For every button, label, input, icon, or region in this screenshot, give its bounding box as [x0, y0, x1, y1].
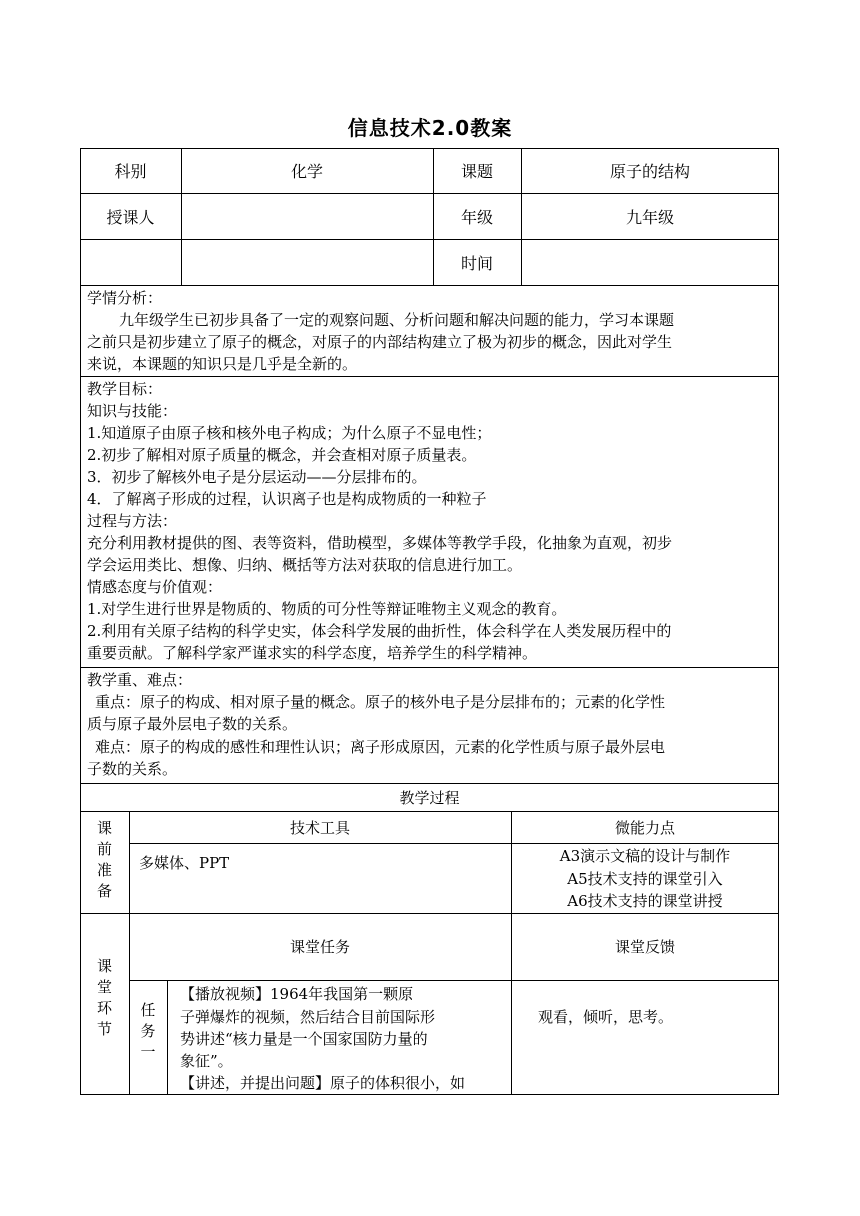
skills-header: 微能力点	[614, 818, 675, 837]
task1-label: 任务一	[138, 1001, 157, 1065]
process-heading: 教学过程	[399, 788, 460, 807]
goals-heading: 教学目标：	[87, 380, 163, 398]
row-divider	[80, 667, 779, 668]
teacher-label: 授课人	[106, 207, 155, 227]
prep-label: 课前准备	[95, 820, 113, 904]
goals-line: 学会运用类比、想像、归纳、概括等方法对获取的信息进行加工。	[87, 556, 523, 574]
keypoints-line: 难点：原子的构成的感性和理性认识；离子形成原因，元素的化学性质与原子最外层电	[95, 738, 666, 756]
page-title: 信息技术2.0教案	[347, 116, 513, 140]
analysis-line: 之前只是初步建立了原子的概念，对原子的内部结构建立了极为初步的概念，因此对学生	[87, 333, 673, 351]
topic-value: 原子的结构	[609, 162, 690, 181]
topic-label: 课题	[460, 162, 493, 181]
skill-item: A6技术支持的课堂讲授	[567, 892, 723, 910]
goals-line: 情感态度与价值观：	[87, 578, 223, 596]
goals-line: 知识与技能：	[87, 402, 178, 420]
skill-item: A5技术支持的课堂引入	[567, 870, 723, 888]
goals-line: 1.知道原子由原子核和核外电子构成；为什么原子不显电性；	[87, 424, 492, 442]
row-divider	[80, 285, 779, 286]
goals-line: 重要贡献。了解科学家严谨求实的科学态度，培养学生的科学精神。	[87, 644, 538, 662]
task1-line: 【播放视频】1964年我国第一颗原	[180, 985, 414, 1003]
goals-line: 3．初步了解核外电子是分层运动——分层排布的。	[87, 468, 427, 486]
tools-header: 技术工具	[289, 818, 350, 837]
keypoints-line: 质与原子最外层电子数的关系。	[87, 715, 298, 733]
tools-value: 多媒体、PPT	[139, 854, 230, 872]
goals-line: 充分利用教材提供的图、表等资料，借助模型，多媒体等教学手段，化抽象为直观，初步	[87, 534, 673, 552]
task1-line: 势讲述“核力量是一个国家国防力量的	[180, 1030, 428, 1048]
goals-line: 2.初步了解相对原子质量的概念，并会查相对原子质量表。	[87, 446, 477, 464]
task1-feedback: 观看，倾听，思考。	[538, 1008, 674, 1026]
goals-line: 1.对学生进行世界是物质的、物质的可分性等辩证唯物主义观念的教育。	[87, 600, 567, 618]
analysis-line: 九年级学生已初步具备了一定的观察问题、分析问题和解决问题的能力，学习本课题	[119, 311, 675, 329]
task1-line: 【讲述，并提出问题】原子的体积很小，如	[180, 1074, 466, 1092]
grade-label: 年级	[460, 207, 493, 227]
task-header: 课堂任务	[289, 938, 350, 956]
subject-value: 化学	[290, 162, 323, 181]
feedback-header: 课堂反馈	[614, 938, 675, 956]
goals-line: 2.利用有关原子结构的科学史实，体会科学发展的曲折性，体会科学在人类发展历程中的	[87, 622, 672, 640]
row-divider	[80, 376, 779, 377]
task1-line: 子弹爆炸的视频，然后结合目前国际形	[180, 1008, 436, 1026]
keypoints-heading: 教学重、难点：	[87, 671, 193, 689]
analysis-line: 来说，本课题的知识只是几乎是全新的。	[87, 355, 358, 373]
analysis-heading: 学情分析：	[87, 289, 163, 307]
time-label: 时间	[460, 253, 493, 273]
grade-value: 九年级	[625, 207, 674, 227]
task1-line: 象征”。	[180, 1052, 233, 1070]
subject-label: 科别	[114, 162, 147, 181]
row-divider	[129, 980, 779, 981]
keypoints-line: 重点：原子的构成、相对原子量的概念。原子的核外电子是分层排布的；元素的化学性	[95, 693, 666, 711]
keypoints-line: 子数的关系。	[87, 760, 178, 778]
skill-item: A3演示文稿的设计与制作	[559, 847, 731, 865]
class-label: 课堂环节	[95, 958, 113, 1042]
goals-line: 4．了解离子形成的过程，认识离子也是构成物质的一种粒子	[87, 490, 487, 508]
goals-line: 过程与方法：	[87, 512, 178, 530]
col-divider	[167, 980, 168, 1095]
teacher-value	[181, 193, 433, 239]
row-divider	[129, 843, 779, 844]
time-value	[521, 239, 779, 285]
